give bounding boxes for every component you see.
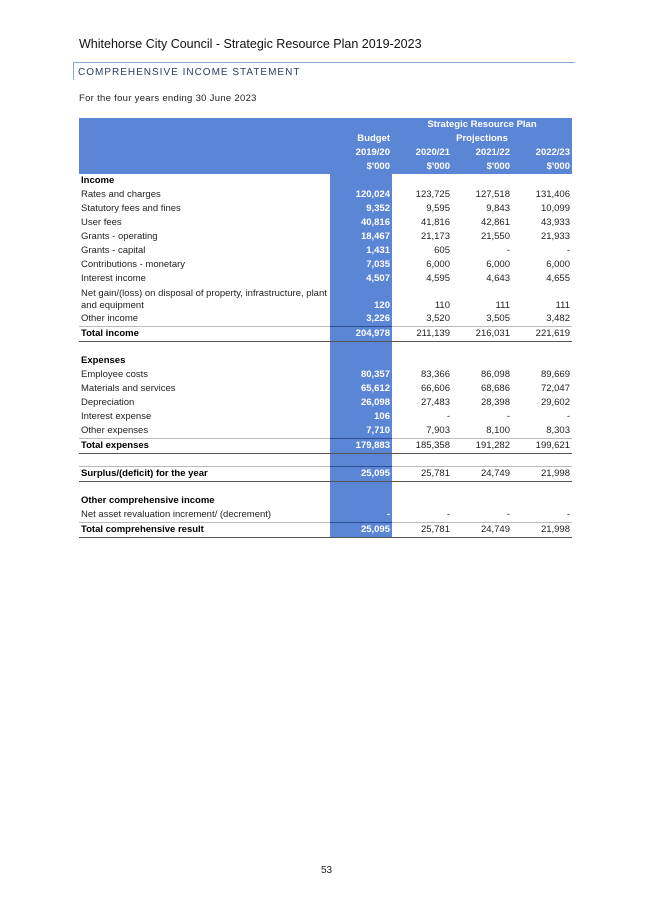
projection-cell: - [566, 245, 570, 256]
projection-cell: 111 [495, 300, 510, 311]
projection-cell: 6,000 [426, 259, 450, 270]
row-label: Contributions - monetary [81, 259, 186, 270]
row-label: Net asset revaluation increment/ (decrement) [81, 509, 272, 520]
row-label [79, 454, 330, 467]
header-row-years [79, 146, 572, 160]
header-unit: $'000 [452, 160, 512, 174]
projection-cell [512, 174, 572, 188]
row-label: Interest income [81, 273, 146, 284]
projection-cell: 89,669 [540, 369, 570, 380]
row-label [79, 342, 330, 355]
statement-period-subtitle: For the four years ending 30 June 2023 [79, 93, 257, 104]
projection-cell: 3,520 [426, 313, 450, 324]
row-label: Grants - capital [81, 245, 146, 256]
budget-cell: 26,098 [330, 396, 392, 410]
projection-cell: 24,749 [452, 523, 512, 538]
table-row [79, 396, 572, 410]
table-row [79, 508, 572, 523]
row-label: Net gain/(loss) on disposal of property, infrastructure, plant and equipment [81, 288, 327, 311]
header-unit: $'000 [330, 160, 392, 174]
table-row [79, 424, 572, 439]
projection-cell: 10,099 [540, 203, 570, 214]
header-year: 2019/20 [330, 146, 392, 160]
header-year: 2021/22 [452, 146, 512, 160]
projection-cell: 7,903 [426, 425, 450, 436]
projection-cell [452, 354, 512, 368]
projection-cell: 123,725 [415, 189, 450, 200]
table-row [79, 188, 572, 202]
budget-cell: 4,507 [330, 272, 392, 286]
table-row [79, 368, 572, 382]
row-label: Surplus/(deficit) for the year [79, 467, 330, 482]
budget-cell: 7,035 [330, 258, 392, 272]
header-blank [79, 146, 330, 160]
table-row [79, 454, 572, 467]
table-row [79, 494, 572, 508]
projection-cell: 4,595 [426, 273, 450, 284]
header-group-title: Strategic Resource Plan [392, 118, 572, 132]
row-label: Other expenses [81, 425, 149, 436]
table-row [79, 216, 572, 230]
table-row [79, 258, 572, 272]
row-label: Depreciation [81, 397, 135, 408]
header-blank [79, 160, 330, 174]
row-label: Rates and charges [81, 189, 161, 200]
projection-cell [392, 174, 452, 188]
projection-cell: 83,366 [420, 369, 450, 380]
table-row [79, 467, 572, 482]
projection-cell [512, 482, 572, 495]
projection-cell: 25,781 [392, 523, 452, 538]
projection-cell: 29,602 [540, 397, 570, 408]
budget-cell [330, 482, 392, 495]
projection-cell: - [506, 245, 510, 256]
budget-cell: 120,024 [330, 188, 392, 202]
budget-cell [330, 342, 392, 355]
projection-cell [512, 494, 572, 508]
row-label: Other comprehensive income [81, 495, 215, 506]
projection-cell: 3,505 [486, 313, 510, 324]
projection-cell: 131,406 [535, 189, 570, 200]
projection-cell: - [566, 509, 570, 520]
table-row [79, 230, 572, 244]
row-label: User fees [81, 217, 122, 228]
budget-cell: 1,431 [330, 244, 392, 258]
projection-cell: 4,655 [546, 273, 570, 284]
projection-cell: 110 [434, 300, 450, 311]
projection-cell [452, 342, 512, 355]
document-title: Whitehorse City Council - Strategic Resource Plan 2019-2023 [79, 37, 422, 51]
row-label: Interest expense [81, 411, 152, 422]
projection-cell: 191,282 [452, 439, 512, 454]
budget-cell: 18,467 [330, 230, 392, 244]
table-row [79, 410, 572, 424]
projection-cell: 9,595 [426, 203, 450, 214]
projection-cell: 25,781 [392, 467, 452, 482]
projection-cell [392, 342, 452, 355]
projection-cell: - [506, 411, 510, 422]
projection-cell [452, 482, 512, 495]
header-row-units [79, 160, 572, 174]
projection-cell: 21,933 [540, 231, 570, 242]
projection-cell: 8,100 [486, 425, 510, 436]
projection-cell: 21,998 [512, 523, 572, 538]
section-heading: COMPREHENSIVE INCOME STATEMENT [73, 62, 575, 80]
projection-cell: 21,998 [512, 467, 572, 482]
header-unit: $'000 [512, 160, 572, 174]
projection-cell: 24,749 [452, 467, 512, 482]
projection-cell [392, 454, 452, 467]
projection-cell [452, 174, 512, 188]
header-row-group [79, 118, 572, 132]
budget-cell [330, 354, 392, 368]
row-label: Total expenses [79, 439, 330, 454]
projection-cell: - [446, 509, 450, 520]
budget-cell: - [330, 508, 392, 523]
projection-cell: 42,861 [480, 217, 510, 228]
projection-cell [392, 494, 452, 508]
projection-cell [512, 454, 572, 467]
projection-cell [392, 354, 452, 368]
projection-cell [512, 354, 572, 368]
budget-cell [330, 174, 392, 188]
row-label: Grants - operating [81, 231, 158, 242]
row-label: Total income [79, 327, 330, 342]
projection-cell: 4,643 [486, 273, 510, 284]
projection-cell: 66,606 [420, 383, 450, 394]
header-projections-label: Projections [392, 132, 572, 146]
table-row [79, 482, 572, 495]
header-blank [79, 132, 330, 146]
projection-cell: 185,358 [392, 439, 452, 454]
table-row [79, 272, 572, 286]
projection-cell: 72,047 [540, 383, 570, 394]
projection-cell: 68,686 [480, 383, 510, 394]
projection-cell: 3,482 [546, 313, 570, 324]
budget-cell: 9,352 [330, 202, 392, 216]
projection-cell: 605 [434, 245, 450, 256]
budget-cell: 25,095 [330, 523, 392, 538]
budget-cell: 204,978 [330, 327, 392, 342]
budget-cell: 3,226 [330, 312, 392, 327]
projection-cell: 211,139 [392, 327, 452, 342]
projection-cell: 41,816 [420, 217, 450, 228]
row-label: Expenses [81, 355, 126, 366]
table-row [79, 202, 572, 216]
header-year: 2020/21 [392, 146, 452, 160]
projection-cell: - [446, 411, 450, 422]
projection-cell: - [506, 509, 510, 520]
projection-cell [392, 482, 452, 495]
projection-cell [512, 342, 572, 355]
projection-cell: 21,550 [480, 231, 510, 242]
projection-cell: 21,173 [420, 231, 450, 242]
projection-cell: 9,843 [486, 203, 510, 214]
projection-cell: 216,031 [452, 327, 512, 342]
table-row [79, 327, 572, 342]
row-label: Employee costs [81, 369, 149, 380]
projection-cell: 221,619 [512, 327, 572, 342]
table-row [79, 286, 572, 312]
budget-cell: 179,883 [330, 439, 392, 454]
projection-cell: 127,518 [475, 189, 510, 200]
projection-cell: 199,621 [512, 439, 572, 454]
budget-cell: 25,095 [330, 467, 392, 482]
projection-cell: 86,098 [480, 369, 510, 380]
budget-cell: 80,357 [330, 368, 392, 382]
budget-cell: 7,710 [330, 424, 392, 439]
row-label: Statutory fees and fines [81, 203, 181, 214]
projection-cell [452, 454, 512, 467]
table-row [79, 312, 572, 327]
projection-cell [452, 494, 512, 508]
header-blank [330, 118, 392, 132]
row-label [79, 482, 330, 495]
projection-cell: 6,000 [546, 259, 570, 270]
header-row-labels [79, 132, 572, 146]
table-row [79, 174, 572, 188]
table-row [79, 439, 572, 454]
table-body [79, 174, 572, 538]
budget-cell [330, 454, 392, 467]
row-label: Income [81, 175, 115, 186]
projection-cell: 8,303 [546, 425, 570, 436]
table-row [79, 523, 572, 538]
budget-cell: 40,816 [330, 216, 392, 230]
projection-cell: 28,398 [480, 397, 510, 408]
table-row [79, 342, 572, 355]
budget-cell: 106 [330, 410, 392, 424]
budget-cell: 65,612 [330, 382, 392, 396]
row-label: Other income [81, 313, 139, 324]
table-row [79, 244, 572, 258]
table-row [79, 382, 572, 396]
comprehensive-income-table [79, 118, 572, 538]
budget-cell [330, 494, 392, 508]
projection-cell: 6,000 [486, 259, 510, 270]
header-blank [79, 118, 330, 132]
page-number: 53 [320, 865, 333, 876]
projection-cell: 111 [555, 300, 570, 311]
row-label: Materials and services [81, 383, 176, 394]
projection-cell: 43,933 [540, 217, 570, 228]
table-row [79, 354, 572, 368]
projection-cell: - [566, 411, 570, 422]
projection-cell: 27,483 [420, 397, 450, 408]
budget-cell: 120 [330, 286, 392, 312]
header-year: 2022/23 [512, 146, 572, 160]
header-unit: $'000 [392, 160, 452, 174]
header-budget-label: Budget [330, 132, 392, 146]
row-label: Total comprehensive result [79, 523, 330, 538]
